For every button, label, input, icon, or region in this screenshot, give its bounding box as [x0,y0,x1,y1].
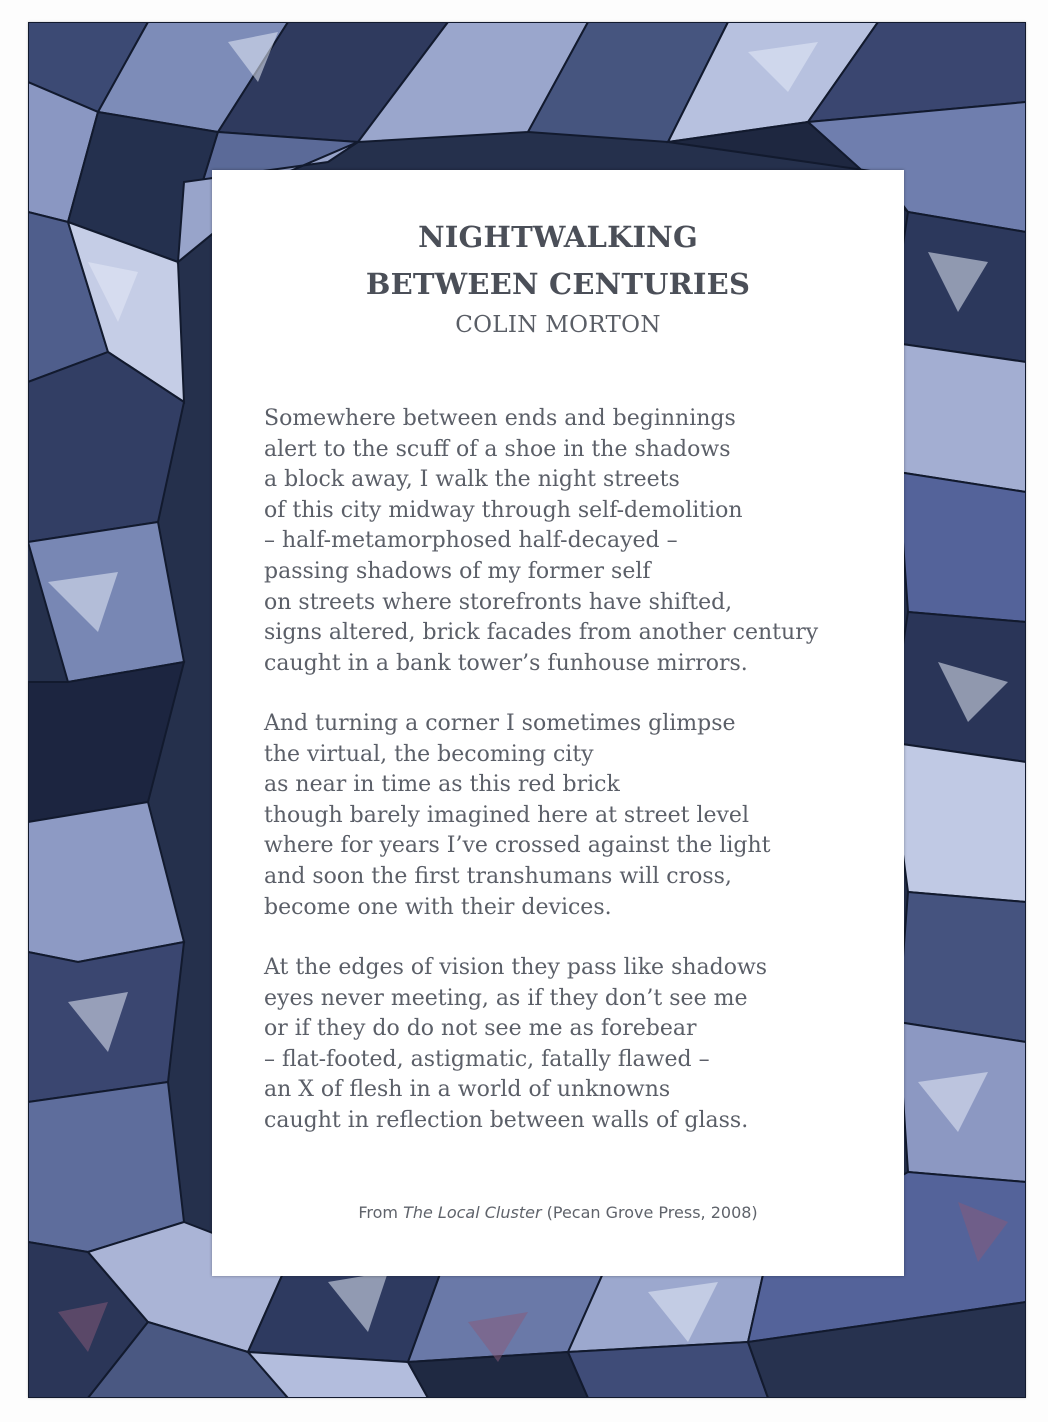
poem-title [212,214,904,308]
poem-stanza-1 [264,404,884,679]
poem-source-citation [212,1202,904,1224]
poem-card [28,22,1026,1398]
poem-line: alert to the scuff of a shoe in the shadows [264,436,731,462]
poem-line: caught in a bank tower’s funhouse mirrors. [264,650,748,676]
poem-title-line-2: BETWEEN CENTURIES [365,267,751,301]
poem-line: – half-metamorphosed half-decayed – [264,528,678,554]
poem-line: become one with their devices. [264,894,612,920]
poem-line: of this city midway through self-demolition [264,497,743,523]
poem-line: on streets where storefronts have shifted, [264,589,733,615]
poem-line: And turning a corner I sometimes glimpse [264,711,736,736]
poem-stanza-2 [264,709,884,923]
poem-line: where for years I’ve crossed against the light [264,833,771,859]
source-prefix: From [358,1203,404,1222]
poem-line: or if they do do not see me as forebear [264,1016,697,1042]
poem-line: an X of flesh in a world of unknowns [264,1077,671,1103]
poem-line: – flat-footed, astigmatic, fatally flawed – [264,1046,710,1072]
poem-line: signs altered, brick facades from another century [264,620,819,646]
poem-line: though barely imagined here at street level [264,802,749,828]
poem-panel [212,170,904,1276]
poem-line: and soon the first transhumans will cross, [264,863,732,889]
poem-stanza-3 [264,953,884,1137]
poem-author: COLIN MORTON [455,312,661,338]
poem-title-line-1: NIGHTWALKING [418,220,698,254]
source-suffix: (Pecan Grove Press, 2008) [541,1203,758,1222]
poem-line: caught in reflection between walls of glass. [264,1107,749,1133]
poem-line: Somewhere between ends and beginnings [264,406,736,431]
poem-line: At the edges of vision they pass like shadows [264,955,768,980]
poem-line: a block away, I walk the night streets [264,467,680,493]
poem-line: the virtual, the becoming city [264,741,594,767]
source-book-title: The Local Cluster [403,1203,542,1222]
poem-line: eyes never meeting, as if they don’t see me [264,985,748,1011]
poem-line: passing shadows of my former self [264,558,651,584]
poem-line: as near in time as this red brick [264,772,620,798]
